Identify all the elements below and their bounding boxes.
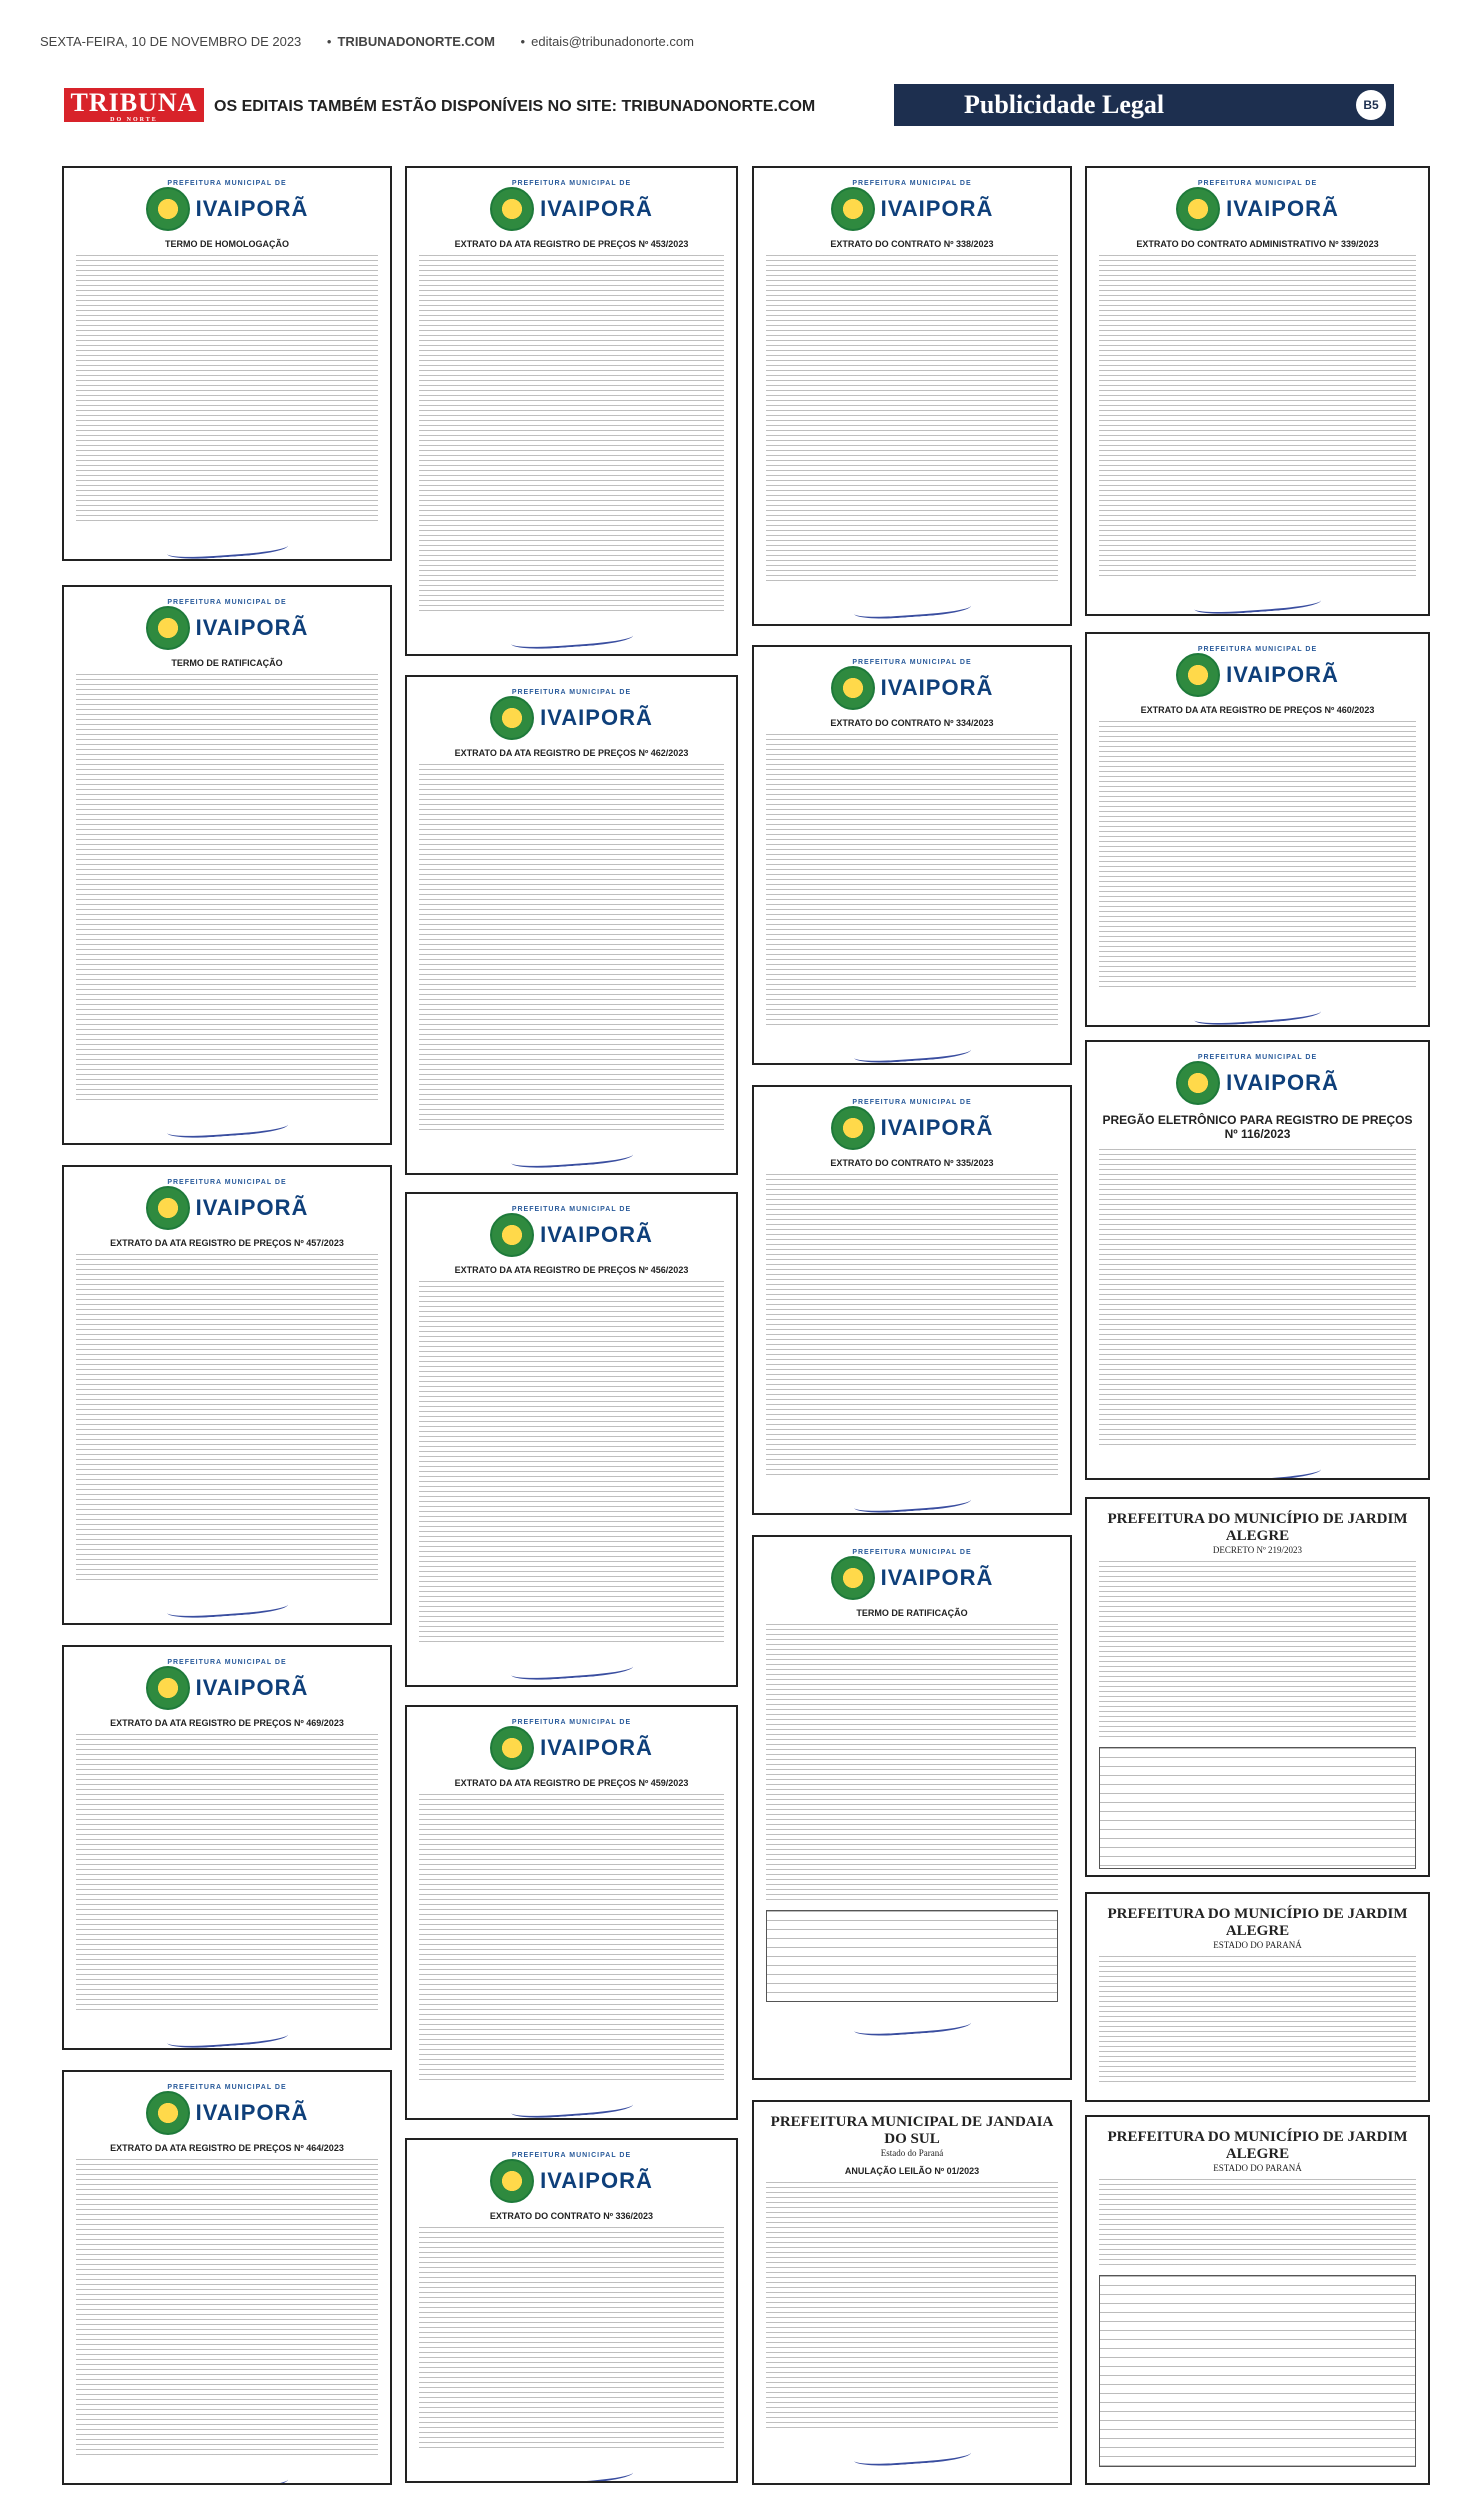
notice-body [1099, 1561, 1416, 1741]
notice-body [766, 1624, 1058, 1904]
signature-icon [419, 1140, 724, 1174]
notice-body [419, 255, 724, 615]
notice-body [1099, 2179, 1416, 2269]
notice-body [76, 674, 378, 1104]
notice-logo: PREFEITURA MUNICIPAL DE IVAIPORÃ [766, 180, 1058, 231]
notice-title: TERMO DE RATIFICAÇÃO [856, 1608, 968, 1618]
notice-title: EXTRATO DO CONTRATO Nº 334/2023 [830, 718, 994, 728]
notice-title: EXTRATO DO CONTRATO Nº 338/2023 [830, 239, 994, 249]
coat-of-arms-icon [146, 1666, 190, 1710]
notice-title: PREGÃO ELETRÔNICO PARA REGISTRO DE PREÇOS Nº 116/2023 [1102, 1113, 1413, 1141]
coat-of-arms-icon [831, 666, 875, 710]
notice-card [752, 166, 1072, 626]
notice-body [766, 255, 1058, 585]
coat-of-arms-icon [1176, 1061, 1220, 1105]
notice-body [766, 2182, 1058, 2432]
notice-card [752, 1535, 1072, 2080]
coat-of-arms-icon [146, 606, 190, 650]
coat-of-arms-icon [146, 2091, 190, 2135]
coat-of-arms-icon [490, 2159, 534, 2203]
notice-title: EXTRATO DA ATA REGISTRO DE PREÇOS Nº 459/2023 [454, 1778, 689, 1788]
notice-logo: PREFEITURA MUNICIPAL DE IVAIPORÃ [419, 689, 724, 740]
notice-card [405, 1705, 738, 2120]
notice-logo: PREFEITURA MUNICIPAL DE IVAIPORÃ [419, 1719, 724, 1770]
notice-title: EXTRATO DO CONTRATO ADMINISTRATIVO Nº 339/2023 [1136, 239, 1379, 249]
tagline: OS EDITAIS TAMBÉM ESTÃO DISPONÍVEIS NO SITE: TRIBUNADONORTE.COM [214, 98, 816, 115]
section-title [894, 84, 1394, 126]
notice-logo: PREFEITURA MUNICIPAL DE IVAIPORÃ [76, 180, 378, 231]
notice-body [419, 2227, 724, 2452]
notice-title: EXTRATO DA ATA REGISTRO DE PREÇOS Nº 460/2023 [1140, 705, 1375, 715]
signature-icon [419, 2458, 724, 2483]
jardim-subtitle: ESTADO DO PARANÁ [1213, 1940, 1302, 1950]
notice-title: EXTRATO DA ATA REGISTRO DE PREÇOS Nº 453/2023 [454, 239, 689, 249]
signature-icon [766, 591, 1058, 625]
signature-icon [766, 2008, 1058, 2042]
coat-of-arms-icon [831, 1556, 875, 1600]
signature-icon [76, 2020, 378, 2050]
jardim-title: PREFEITURA DO MUNICÍPIO DE JARDIM ALEGRE [1107, 1906, 1408, 1939]
notice-card [62, 1645, 392, 2050]
signature-icon [76, 2465, 378, 2485]
notice-body [1099, 1149, 1416, 1449]
brand-name: TRIBUNA [70, 88, 198, 117]
notice-logo: PREFEITURA MUNICIPAL DE IVAIPORÃ [1099, 646, 1416, 697]
notice-body [76, 1734, 378, 2014]
notice-logo: PREFEITURA MUNICIPAL DE IVAIPORÃ [76, 1179, 378, 1230]
items-table [766, 1910, 1058, 2002]
signature-icon [76, 1590, 378, 1624]
coat-of-arms-icon [490, 1213, 534, 1257]
signature-icon [766, 2438, 1058, 2472]
notice-card [1085, 2115, 1430, 2485]
notice-card [1085, 1497, 1430, 1877]
notice-card [1085, 166, 1430, 616]
email-link[interactable]: editais@tribunadonorte.com [531, 34, 694, 49]
coat-of-arms-icon [1176, 187, 1220, 231]
notice-logo: PREFEITURA MUNICIPAL DE IVAIPORÃ [76, 599, 378, 650]
notice-card [62, 2070, 392, 2485]
notice-title: EXTRATO DA ATA REGISTRO DE PREÇOS Nº 469/2023 [110, 1718, 344, 1728]
jandaia-title: PREFEITURA MUNICIPAL DE JANDAIA DO SUL [770, 2114, 1054, 2147]
signature-icon [419, 1652, 724, 1686]
page-number-badge: B5 [1356, 90, 1386, 120]
notice-body [76, 2159, 378, 2459]
notice-card [405, 166, 738, 656]
top-dateline [40, 34, 716, 49]
notice-card [1085, 1892, 1430, 2102]
notice-title: ANULAÇÃO LEILÃO Nº 01/2023 [844, 2166, 980, 2176]
brand-sub: DO NORTE [110, 117, 158, 123]
notice-logo: PREFEITURA MUNICIPAL DE IVAIPORÃ [766, 659, 1058, 710]
bullet-icon: • [326, 34, 332, 49]
jandaia-subtitle: Estado do Paraná [880, 2148, 944, 2158]
notice-body [1099, 255, 1416, 580]
edition-date: SEXTA-FEIRA, 10 DE NOVEMBRO DE 2023 [40, 34, 302, 49]
coat-of-arms-icon [146, 187, 190, 231]
notice-logo: PREFEITURA MUNICIPAL DE IVAIPORÃ [76, 2084, 378, 2135]
notice-card [62, 166, 392, 561]
notice-logo: PREFEITURA MUNICIPAL DE IVAIPORÃ [1099, 1054, 1416, 1105]
signature-icon [419, 2090, 724, 2120]
jardim-title: PREFEITURA DO MUNICÍPIO DE JARDIM ALEGRE [1107, 1511, 1408, 1544]
notice-card [752, 645, 1072, 1065]
site-link[interactable]: TRIBUNADONORTE.COM [337, 34, 495, 49]
notice-title: EXTRATO DO CONTRATO Nº 336/2023 [489, 2211, 654, 2221]
notice-logo: PREFEITURA MUNICIPAL DE IVAIPORÃ [419, 2152, 724, 2203]
coat-of-arms-icon [490, 1726, 534, 1770]
notice-card [752, 1085, 1072, 1515]
notice-title: EXTRATO DO CONTRATO Nº 335/2023 [830, 1158, 994, 1168]
signature-icon [1099, 1455, 1416, 1480]
notice-logo: PREFEITURA MUNICIPAL DE IVAIPORÃ [76, 1659, 378, 1710]
notice-body [766, 734, 1058, 1029]
notice-logo: PREFEITURA MUNICIPAL DE IVAIPORÃ [419, 1206, 724, 1257]
coat-of-arms-icon [1176, 653, 1220, 697]
notice-card [405, 675, 738, 1175]
notice-card [1085, 632, 1430, 1027]
signature-icon [419, 621, 724, 655]
signature-icon [76, 531, 378, 561]
notice-body [1099, 1956, 1416, 2086]
notice-title: EXTRATO DA ATA REGISTRO DE PREÇOS Nº 464/2023 [110, 2143, 344, 2153]
section-label: Publicidade Legal [964, 90, 1165, 119]
signature-icon [1099, 997, 1416, 1027]
budget-table [1099, 1747, 1416, 1869]
signature-icon [766, 1035, 1058, 1065]
signature-icon [76, 1110, 378, 1144]
notice-title: TERMO DE RATIFICAÇÃO [171, 658, 283, 668]
notice-body [1099, 721, 1416, 991]
coat-of-arms-icon [490, 187, 534, 231]
budget-table [1099, 2275, 1416, 2467]
notice-body [419, 1281, 724, 1646]
notice-card [62, 1165, 392, 1625]
bullet-icon: • [520, 34, 526, 49]
coat-of-arms-icon [831, 187, 875, 231]
notice-title: EXTRATO DA ATA REGISTRO DE PREÇOS Nº 456/2023 [454, 1265, 689, 1275]
notice-logo: PREFEITURA MUNICIPAL DE IVAIPORÃ [766, 1549, 1058, 1600]
notice-body [76, 255, 378, 525]
notice-body [76, 1254, 378, 1584]
notice-card [1085, 1040, 1430, 1480]
coat-of-arms-icon [831, 1106, 875, 1150]
notice-body [419, 1794, 724, 2084]
brand-bar [64, 84, 1424, 130]
notice-card [62, 585, 392, 1145]
notice-title: TERMO DE HOMOLOGAÇÃO [165, 239, 289, 249]
notice-logo: PREFEITURA MUNICIPAL DE IVAIPORÃ [1099, 180, 1416, 231]
newspaper-logo[interactable] [64, 88, 204, 122]
notice-body [766, 1174, 1058, 1479]
notice-body [419, 764, 724, 1134]
jardim-subtitle: ESTADO DO PARANÁ [1213, 2163, 1302, 2173]
jardim-subtitle: DECRETO Nº 219/2023 [1212, 1545, 1303, 1555]
jardim-title: PREFEITURA DO MUNICÍPIO DE JARDIM ALEGRE [1107, 2129, 1408, 2162]
notice-logo: PREFEITURA MUNICIPAL DE IVAIPORÃ [766, 1099, 1058, 1150]
coat-of-arms-icon [490, 696, 534, 740]
coat-of-arms-icon [146, 1186, 190, 1230]
notice-card [405, 1192, 738, 1687]
notice-title: EXTRATO DA ATA REGISTRO DE PREÇOS Nº 457/2023 [110, 1238, 344, 1248]
notice-title: EXTRATO DA ATA REGISTRO DE PREÇOS Nº 462/2023 [454, 748, 689, 758]
notice-logo: PREFEITURA MUNICIPAL DE IVAIPORÃ [419, 180, 724, 231]
signature-icon [1099, 586, 1416, 616]
notice-card [752, 2100, 1072, 2485]
signature-icon [766, 1485, 1058, 1515]
notice-card [405, 2138, 738, 2483]
